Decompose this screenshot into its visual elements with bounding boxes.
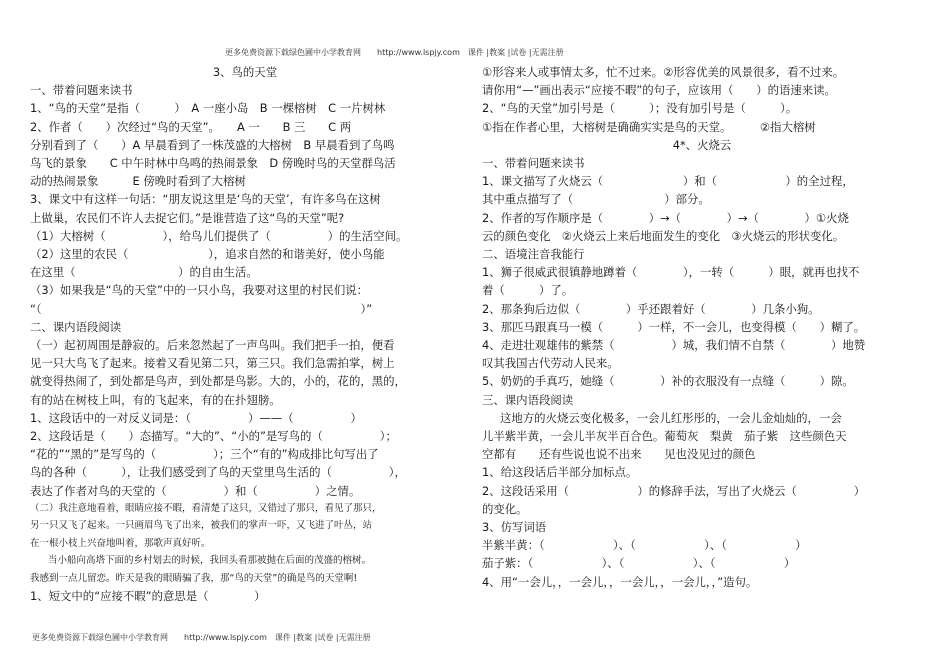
question-line: 动的热闹景象 E 傍晚时看到了大榕树 <box>30 174 246 189</box>
passage-line: 就变得热闹了，到处都是鸟声，到处都是鸟影。大的，小的，花的，黑的， <box>30 374 406 389</box>
passage-line: 另一只又飞了起来。一只画眉鸟飞了出来，被我们的掌声一吓，又飞进了叶丛，站 <box>30 520 373 532</box>
question-line: （1）大榕树（ ），给鸟儿们提供了（ ）的生活空间。 <box>30 228 408 243</box>
question-line: 2、作者（ ）次经过“鸟的天堂”。 A 一 B 三 C 两 <box>30 119 352 134</box>
section-heading: 一、带着问题来读书 <box>482 156 585 171</box>
question-line: 2、这段话采用（ ）的修辞手法，写出了火烧云（ ） <box>482 483 866 498</box>
answer-line: “（ ）” <box>30 301 373 316</box>
question-line: 1、狮子很威武很镇静地蹲着（ ），一转（ ）眼，就再也找不 <box>482 265 860 280</box>
question-line: 的变化。 <box>482 501 528 516</box>
question-line: 上做巢，农民们不许人去捉它们。”是谁营造了这“鸟的天堂”呢? <box>30 210 345 225</box>
lesson-title: 4*、火烧云 <box>672 137 732 152</box>
question-line: 茄子紫：（ ）、（ ）、（ ） <box>482 556 796 571</box>
passage-line: 在一根小枝上兴奋地叫着，那歌声真好听。 <box>30 537 211 549</box>
page-header: 更多免费资源下载绿色圃中小学教育网 http://www.lspjy.com 课件 |教案 |试卷 |无需注册 <box>225 48 564 57</box>
question-line: 鸟的各种（ ），让我们感受到了鸟的天堂里鸟生活的（ ）， <box>30 465 406 480</box>
question-line: 1、这段话中的一对反义词是：（ ）——（ ） <box>30 410 362 425</box>
passage-line: 这地方的火烧云变化极多，一会儿红彤彤的，一会儿金灿灿的，一会 <box>500 410 842 425</box>
question-line: 1、“鸟的天堂”是指（ ） A 一座小岛 B 一棵榕树 C 一片树林 <box>30 101 386 116</box>
question-line: 3、仿写词语 <box>482 520 547 535</box>
question-line: 1、给这段话后半部分加标点。 <box>482 465 638 480</box>
question-line: 4、走进壮观雄伟的紫禁（ ）城，我们情不自禁（ ）地赞 <box>482 338 866 353</box>
page-footer: 更多免费资源下载绿色圃中小学教育网 http://www.lspjy.com 课件 |教案 |试卷 |无需注册 <box>32 633 371 642</box>
question-line: 1、短文中的“应接不暇”的意思是（ ） <box>30 588 266 603</box>
right-column <box>482 63 922 591</box>
option-line: ①形容来人或事情太多，忙不过来。②形容优美的风景很多，看不过来。 <box>482 65 845 79</box>
question-line: （3）如果我是“鸟的天堂”中的一只小鸟，我要对这里的村民们说： <box>30 283 368 298</box>
question-line: 叹其我国古代劳动人民来。 <box>482 356 619 371</box>
question-line: 2、这段话是（ ）态描写。“大的”、“小的”是写鸟的（ ）； <box>30 429 397 444</box>
passage-line: 儿半紫半黄，一会儿半灰半百合色。葡萄灰 梨黄 茄子紫 这些颜色天 <box>482 429 847 444</box>
question-line: 在这里（ ）的自由生活。 <box>30 265 258 280</box>
question-line: 3、课文中有这样一句话：“朋友说这里是‘鸟的天堂’，有许多鸟在这树 <box>30 192 381 207</box>
question-line: 2、“鸟的天堂”加引号是（ ）；没有加引号是（ ）。 <box>482 101 798 116</box>
question-line: 分别看到了（ ）A 早晨看到了一株茂盛的大榕树 B 早晨看到了鸟鸣 <box>30 137 395 152</box>
passage-line: 我感到一点儿留恋。昨天是我的眼睛骗了我，那“鸟的天堂”的确是鸟的天堂啊! <box>30 572 358 584</box>
passage-line: （二）我注意地看着，眼睛应接不暇，看清楚了这只，又错过了那只，看见了那只， <box>30 502 382 514</box>
question-line: 着（ ）了。 <box>482 283 574 298</box>
left-column <box>30 63 460 605</box>
question-line: 3、那匹马跟真马一模（ ）一样，不一会儿，也变得模（ ）糊了。 <box>482 319 866 334</box>
question-line: “花的”“黑的”是写鸟的（ ）；三个“有的”构成排比句写出了 <box>30 447 379 462</box>
lesson-title: 3、鸟的天堂 <box>212 65 278 79</box>
question-line: 2、那条狗后边似（ ）乎还跟着好（ ）几条小狗。 <box>482 301 820 316</box>
question-line: 4、用“一会儿，，一会儿，，一会儿，，一会儿，，”造句。 <box>482 574 758 589</box>
section-heading: 三、课内语段阅读 <box>482 392 574 407</box>
passage-line: 有的站在树枝上叫，有的飞起来，有的在扑翅膀。 <box>30 392 281 407</box>
question-line: 表达了作者对鸟的天堂的（ ）和（ ）之情。 <box>30 483 361 498</box>
question-line: 1、课文描写了火烧云（ ）和（ ）的全过程， <box>482 174 854 189</box>
section-heading: 一、带着问题来读书 <box>30 83 133 98</box>
option-line: ①指在作者心里，大榕树是确确实实是鸟的天堂。 ②指大榕树 <box>482 119 816 134</box>
section-heading: 二、语境注音我能行 <box>482 247 585 262</box>
question-line: （2）这里的农民（ ），追求自然的和谐美好，使小鸟能 <box>30 247 385 262</box>
question-line: 请你用“—”画出表示“应接不暇”的句子，应该用（ ）的语速来读。 <box>482 83 836 98</box>
question-line: 其中重点描写了（ ）部分。 <box>482 192 710 207</box>
passage-line: 当小船向高塔下面的乡村划去的时候，我回头看那被抛在后面的茂盛的榕树。 <box>48 555 372 567</box>
passage-line: 见一只大鸟飞了起来。接着又看见第二只，第三只。我们急需拍掌，树上 <box>30 356 395 371</box>
question-line: 鸟飞的景象 C 中午时林中鸟鸣的热闹景象 D 傍晚时鸟的天堂群鸟活 <box>30 156 396 171</box>
option-line: 云的颜色变化 ②火烧云上来后地面发生的变化 ③火烧云的形状变化。 <box>482 228 845 243</box>
question-line: 2、作者的写作顺序是（ ）→（ ）→（ ）①火烧 <box>482 210 849 225</box>
question-line: 5、奶奶的手真巧，她缝（ ）补的衣服没有一点缝（ ）隙。 <box>482 374 854 389</box>
section-heading: 二、课内语段阅读 <box>30 319 122 334</box>
passage-line: （一）起初周围是静寂的。后来忽然起了一声鸟叫。我们把手一拍，便看 <box>30 338 395 353</box>
passage-line: 空都有 还有些说也说不出来 见也没见过的颜色 <box>482 447 756 462</box>
question-line: 半紫半黄：（ ）、（ ）、（ ） <box>482 538 807 553</box>
